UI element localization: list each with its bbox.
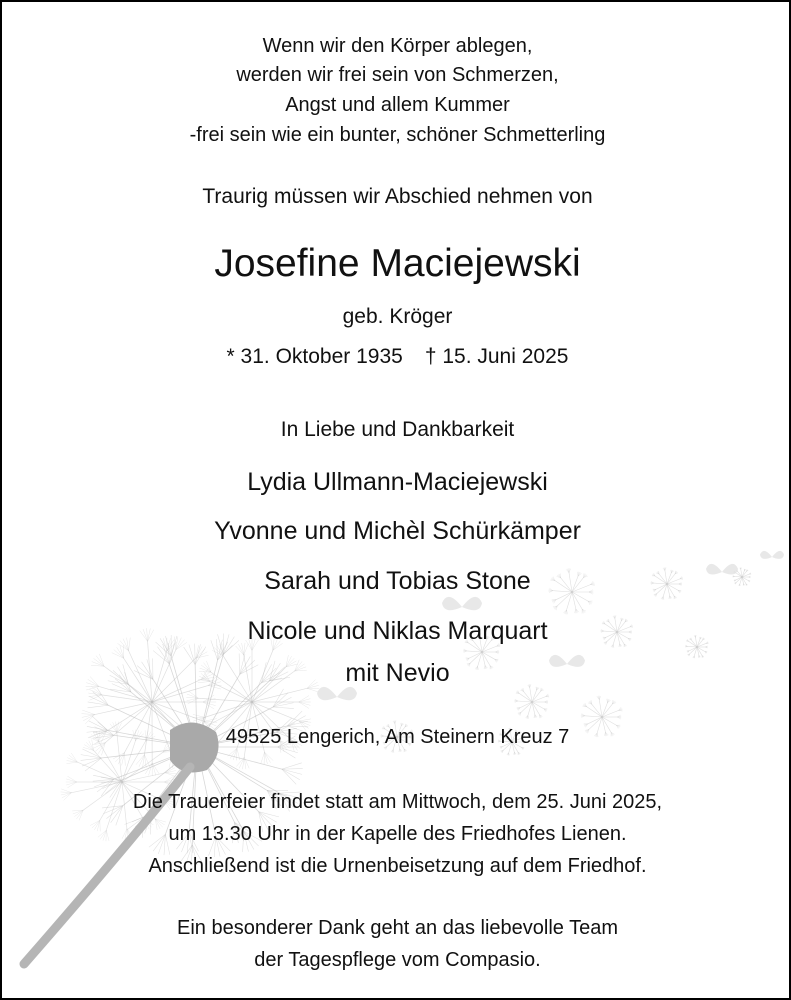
mourner-3: Sarah und Tobias Stone	[264, 567, 531, 595]
mourner-4: Nicole und Niklas Marquart	[247, 617, 548, 645]
funeral-line-1: Die Trauerfeier findet statt am Mittwoch, dem 25. Juni 2025,	[132, 791, 663, 813]
death-date: † 15. Juni 2025	[424, 345, 569, 368]
funeral-line-3: Anschließend ist die Urnenbeisetzung auf dem Friedhof.	[148, 855, 647, 877]
funeral-line-2: um 13.30 Uhr in der Kapelle des Friedhofes Lienen.	[168, 823, 627, 845]
dandelion-icon	[2, 2, 791, 1000]
maiden-name: geb. Kröger	[342, 305, 453, 328]
love-line: In Liebe und Dankbarkeit	[280, 418, 515, 441]
intro-text: Traurig müssen wir Abschied nehmen von	[202, 185, 593, 208]
mourner-5: mit Nevio	[345, 659, 450, 687]
deceased-name: Josefine Maciejewski	[214, 242, 581, 285]
mourner-1: Lydia Ullmann-Maciejewski	[247, 468, 548, 496]
thanks-line-2: der Tagespflege vom Compasio.	[254, 949, 541, 971]
poem-line-1: Wenn wir den Körper ablegen,	[262, 35, 533, 57]
poem-line-2: werden wir frei sein von Schmerzen,	[236, 64, 559, 86]
poem-line-3: Angst und allem Kummer	[285, 94, 510, 116]
birth-date: * 31. Oktober 1935	[226, 345, 403, 368]
life-dates	[2, 345, 791, 369]
address: 49525 Lengerich, Am Steinern Kreuz 7	[225, 726, 570, 748]
poem-line-4: -frei sein wie ein bunter, schöner Schmetterling	[189, 124, 606, 146]
mourner-2: Yvonne und Michèl Schürkämper	[214, 517, 581, 545]
thanks-line-1: Ein besonderer Dank geht an das liebevolle Team	[176, 917, 619, 939]
